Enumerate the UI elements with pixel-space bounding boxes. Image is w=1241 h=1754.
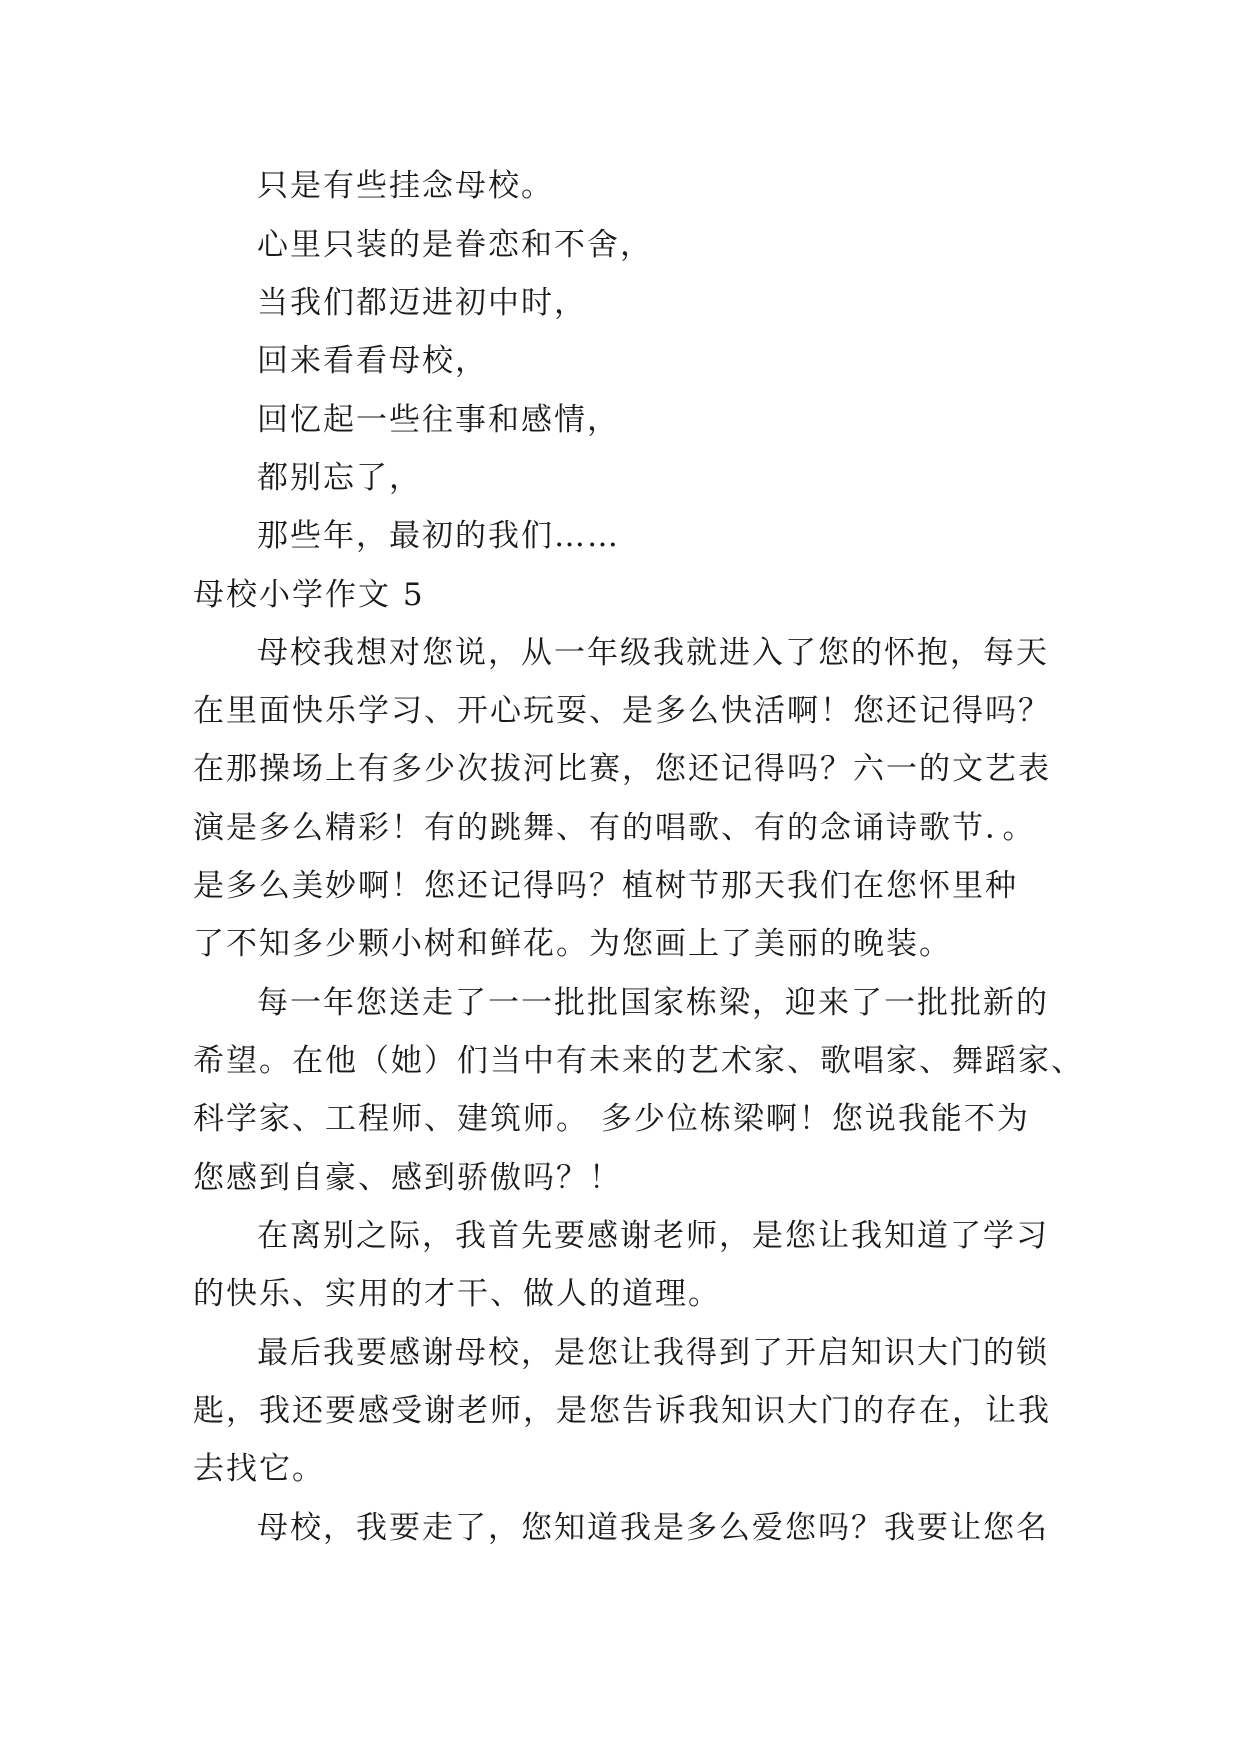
poem-line: 那些年，最初的我们…… bbox=[257, 518, 620, 554]
poem-line: 回忆起一些往事和感情， bbox=[257, 402, 620, 438]
essay-title: 母校小学作文 5 bbox=[193, 577, 425, 613]
poem-line: 当我们都迈进初中时， bbox=[257, 285, 587, 321]
poem-line: 心里只装的是眷恋和不舍， bbox=[257, 227, 653, 263]
paragraph-line: 科学家、工程师、建筑师。 多少位栋梁啊！您说我能不为 bbox=[193, 1101, 1030, 1137]
paragraph-line: 母校我想对您说，从一年级我就进入了您的怀抱，每天 bbox=[257, 635, 1049, 671]
poem-line: 回来看看母校， bbox=[257, 343, 488, 379]
paragraph-line: 匙，我还要感受谢老师，是您告诉我知识大门的存在，让我 bbox=[193, 1393, 1051, 1429]
paragraph-line: 了不知多少颗小树和鲜花。为您画上了美丽的晚装。 bbox=[193, 926, 952, 962]
paragraph-line: 您感到自豪、感到骄傲吗？！ bbox=[193, 1160, 622, 1196]
paragraph-line: 最后我要感谢母校，是您让我得到了开启知识大门的锁 bbox=[257, 1335, 1049, 1371]
paragraph-line: 的快乐、实用的才干、做人的道理。 bbox=[193, 1276, 721, 1312]
paragraph-line: 每一年您送走了一一批批国家栋梁，迎来了一批批新的 bbox=[257, 985, 1049, 1021]
paragraph-line: 去找它。 bbox=[193, 1451, 325, 1487]
paragraph-line: 母校，我要走了，您知道我是多么爱您吗？我要让您名 bbox=[257, 1510, 1049, 1546]
poem-line: 都别忘了， bbox=[257, 460, 422, 496]
paragraph-line: 演是多么精彩！有的跳舞、有的唱歌、有的念诵诗歌节．。 bbox=[193, 810, 1036, 846]
paragraph-line: 在离别之际，我首先要感谢老师，是您让我知道了学习 bbox=[257, 1218, 1049, 1254]
paragraph-line: 是多么美妙啊！您还记得吗？植树节那天我们在您怀里种 bbox=[193, 868, 1018, 904]
poem-line: 只是有些挂念母校。 bbox=[257, 168, 554, 204]
paragraph-line: 希望。在他（她）们当中有未来的艺术家、歌唱家、舞蹈家、 bbox=[193, 1043, 1084, 1079]
paragraph-line: 在那操场上有多少次拔河比赛，您还记得吗？六一的文艺表 bbox=[193, 751, 1051, 787]
paragraph-line: 在里面快乐学习、开心玩耍、是多么快活啊！您还记得吗？ bbox=[193, 693, 1051, 729]
